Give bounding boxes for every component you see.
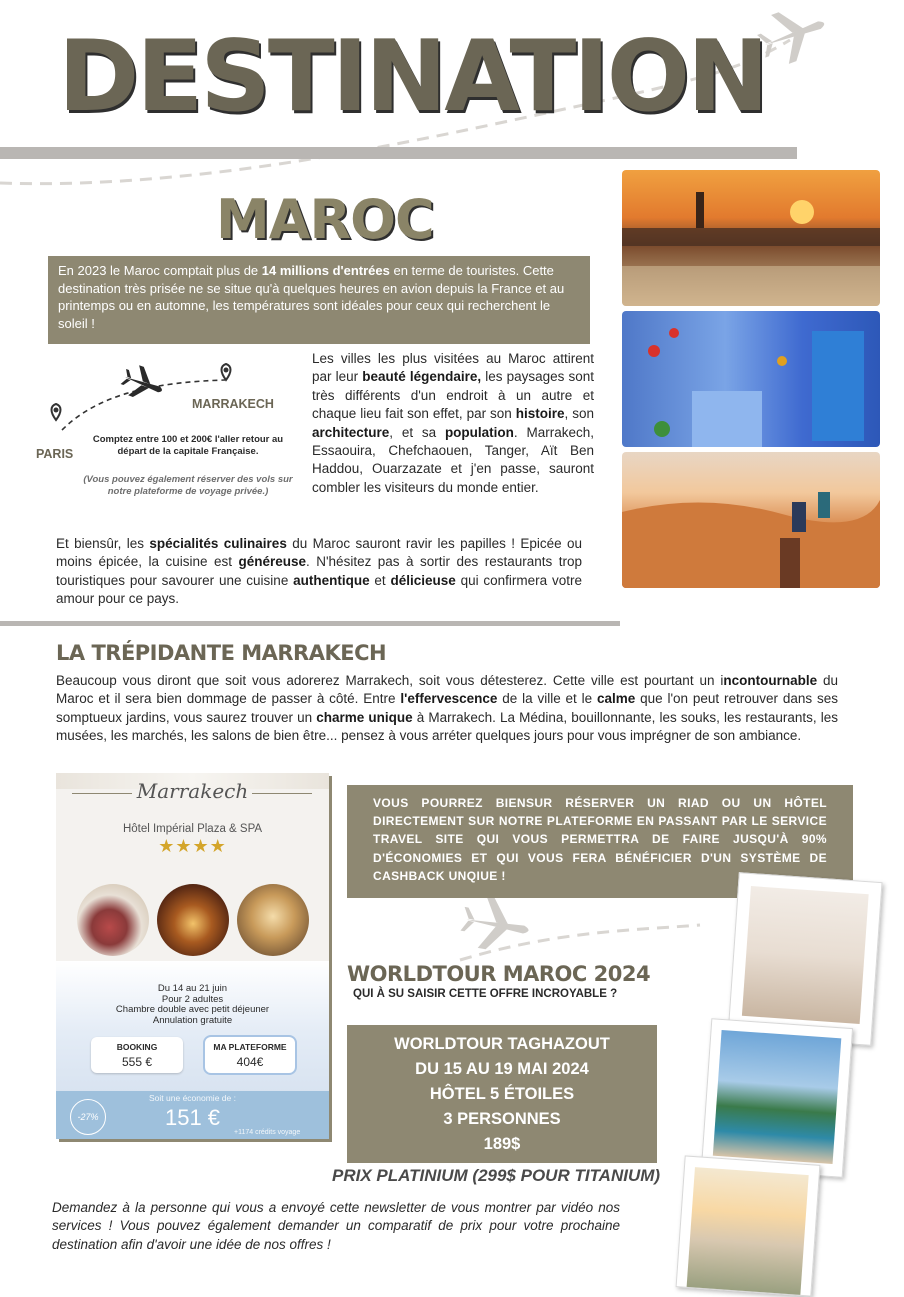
worldtour-subtitle: QUI À SU SAISIR CETTE OFFRE INCROYABLE ? xyxy=(353,988,618,1000)
saving-value: 151 € xyxy=(164,1105,221,1130)
photo-hotel-room xyxy=(742,886,869,1024)
plane-icon xyxy=(118,361,167,405)
card-room: Chambre double avec petit déjeuner xyxy=(115,1004,270,1015)
card-hotel-name: Hôtel Impérial Plaza & SPA xyxy=(122,823,263,835)
hotel-offer-card xyxy=(56,773,329,1139)
marrakech-heading: LA TRÉPIDANTE MARRAKECH xyxy=(56,641,387,665)
cities-paragraph: Les villes les plus visitées au Maroc attirent par leur beauté légendaire, les paysages sont très différents d'un endroit à un autre et chaque lieu fait son effet, par son histoire, son architecture, et sa population. Marrakech, Essaouira, Chefchaouen, Tanger, Aït Ben Haddou, Ouarzazate et j'en passe, sauront combler les visiteurs du monde entier. xyxy=(312,351,594,495)
card-cancellation: Annulation gratuite xyxy=(152,1014,233,1026)
booking-price: 555 € xyxy=(121,1055,153,1069)
star-rating: ★★★★ xyxy=(158,836,227,856)
destination-label: MARRAKECH xyxy=(192,397,274,411)
card-city: Marrakech xyxy=(136,779,249,803)
food-paragraph: Et biensûr, les spécialités culinaires du Maroc sauront ravir les papilles ! Epicée ou moins épicée, la cuisine est généreuse. N'hésitez pas à sortir des restaurants trop touristiques pour savourer une cuisine authentique et délicieuse qui confirmera votre amour pour ce pays. xyxy=(56,536,582,607)
photo-sahara-desert xyxy=(622,452,880,588)
plane-icon xyxy=(458,893,533,956)
card-guests: Pour 2 adultes xyxy=(161,993,224,1005)
card-dates: Du 14 au 21 juin xyxy=(157,983,228,994)
intro-box: En 2023 le Maroc comptait plus de 14 millions d'entrées en terme de touristes. Cette destination très prisée ne se situe qu'à quelques heures en avion depuis la France et au printemps ou en automne, les températures sont idéales pour ceux qui recherchent le soleil ! xyxy=(48,256,590,344)
riad-promo-box: VOUS POURREZ BIENSUR RÉSERVER UN RIAD OU UN HÔTEL DIRECTEMENT SUR NOTRE PLATEFORME EN PASSANT PAR LE SERVICE TRAVEL SITE QUI VOUS PERMETTRA DE FAIRE JUSQU'À 90% D'ÉCONOMIES ET QUI VOUS FERA BÉNÉFICIER D'UN SYSTÈME DE CASHBACK UNQIUE ! xyxy=(347,785,853,898)
map-pin-icon xyxy=(52,404,61,420)
booking-label: BOOKING xyxy=(116,1042,158,1052)
offer-line: DU 15 AU 19 MAI 2024 xyxy=(415,1060,589,1078)
platform-price-box xyxy=(203,1035,297,1075)
photo-pool xyxy=(713,1030,841,1164)
flight-booking-note: (Vous pouvez également réserver des vols sur notre plateforme de voyage privée.) xyxy=(83,474,293,497)
booking-price-box xyxy=(91,1037,183,1073)
credits-note: +1174 crédits voyage xyxy=(234,1129,301,1136)
hotel-lobby-photo xyxy=(157,884,229,956)
origin-label: PARIS xyxy=(36,447,74,461)
discount-badge: -27% xyxy=(70,1099,106,1135)
platinium-price: PRIX PLATINIUM (299$ POUR TITANIUM) xyxy=(332,1166,661,1185)
map-pin-icon xyxy=(222,364,231,380)
worldtour-offer-box xyxy=(347,1025,657,1163)
platform-price: 404€ xyxy=(236,1055,264,1069)
photo-frame-hotel-room xyxy=(727,872,882,1046)
hotel-hall-photo xyxy=(237,884,309,956)
page-title: DESTINATION xyxy=(58,20,767,134)
photo-chefchaouen xyxy=(622,311,880,447)
photo-marrakech-square xyxy=(622,170,880,306)
platform-label: MA PLATEFORME xyxy=(213,1042,287,1052)
hotel-room-photo xyxy=(77,884,149,956)
worldtour-title: WORLDTOUR MAROC 2024 xyxy=(347,962,651,986)
title-divider xyxy=(0,147,797,159)
saving-label: Soit une économie de : xyxy=(149,1093,236,1103)
offer-price: 189$ xyxy=(483,1135,521,1153)
section-title: MAROC xyxy=(216,188,434,251)
photo-frame-beach xyxy=(676,1155,821,1296)
flight-price-note: Comptez entre 100 et 200€ l'aller retour au départ de la capitale Française. xyxy=(92,434,284,457)
offer-line: 3 PERSONNES xyxy=(443,1110,561,1128)
offer-line: WORLDTOUR TAGHAZOUT xyxy=(394,1035,610,1053)
section-divider xyxy=(0,621,620,626)
photo-frame-pool xyxy=(701,1018,853,1178)
photo-beach xyxy=(687,1167,809,1295)
offer-line: HÔTEL 5 ÉTOILES xyxy=(429,1085,575,1103)
marrakech-paragraph: Beaucoup vous diront que soit vous adorerez Marrakech, soit vous détesterez. Cette ville est pourtant un incontournable du Maroc et il sera bien dommage de passer à côté. Entre l'effervescence de la ville et le calme que l'on peut retrouver dans ses somptueux jardins, vous saurez trouver un charme unique à Marrakech. La Médina, bouillonnante, les souks, les restaurants, les musées, les marchés, les salons de bien être... pensez à vous arréter quelques jours pour vous imprégner de son ambiance. xyxy=(56,673,838,744)
footer-note: Demandez à la personne qui vous a envoyé cette newsletter de vous montrer par vidéo nos services ! Vous pouvez également demander un comparatif de prix pour votre prochaine destination afin d'avoir une idée de nos offres ! xyxy=(52,1200,620,1252)
card-details xyxy=(56,984,329,1026)
